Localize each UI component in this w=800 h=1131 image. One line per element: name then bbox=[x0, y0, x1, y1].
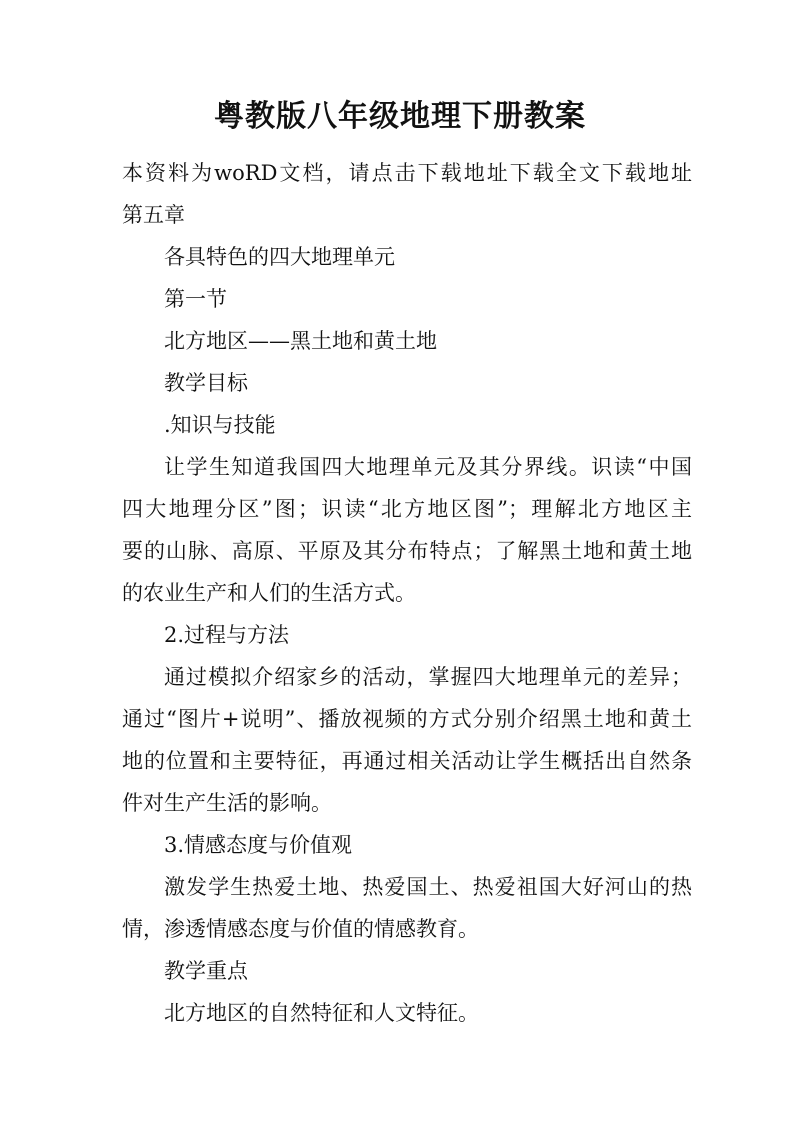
teaching-focus-heading: 教学重点 bbox=[164, 959, 248, 983]
teaching-goals-heading: 教学目标 bbox=[164, 371, 248, 395]
section-heading: 第一节 bbox=[164, 287, 227, 311]
paragraph-line: 激发学生热爱土地、热爱国土、热爱祖国大好河山的热 bbox=[164, 875, 692, 899]
section-title: 北方地区——黑土地和黄土地 bbox=[164, 329, 437, 353]
process-methods-heading: 2.过程与方法 bbox=[164, 623, 290, 647]
paragraph-line: 北方地区的自然特征和人文特征。 bbox=[164, 1001, 479, 1025]
text-line-download-notice: 本资料为woRD文档，请点击下载地址下载全文下载地址 bbox=[122, 161, 692, 185]
paragraph-line: 四大地理分区”图；识读“北方地区图”；理解北方地区主 bbox=[122, 497, 692, 521]
paragraph-line: 要的山脉、高原、平原及其分布特点；了解黑土地和黄土地 bbox=[122, 539, 692, 563]
emotion-values-heading: 3.情感态度与价值观 bbox=[164, 833, 353, 857]
chapter-title: 各具特色的四大地理单元 bbox=[164, 245, 395, 269]
paragraph-line: 地的位置和主要特征，再通过相关活动让学生概括出自然条 bbox=[122, 749, 692, 773]
page-title: 粤教版八年级地理下册教案 bbox=[214, 99, 586, 134]
paragraph-line: 的农业生产和人们的生活方式。 bbox=[122, 581, 416, 605]
paragraph-line: 情，渗透情感态度与价值的情感教育。 bbox=[122, 917, 479, 941]
paragraph-line: 通过“图片+说明”、播放视频的方式分别介绍黑土地和黄土 bbox=[122, 707, 692, 731]
chapter-heading: 第五章 bbox=[122, 203, 185, 227]
paragraph-line: 通过模拟介绍家乡的活动，掌握四大地理单元的差异； bbox=[164, 665, 692, 689]
paragraph-line: 让学生知道我国四大地理单元及其分界线。识读“中国 bbox=[164, 455, 692, 479]
paragraph-line: 件对生产生活的影响。 bbox=[122, 791, 332, 815]
knowledge-skills-heading: .知识与技能 bbox=[164, 413, 276, 437]
